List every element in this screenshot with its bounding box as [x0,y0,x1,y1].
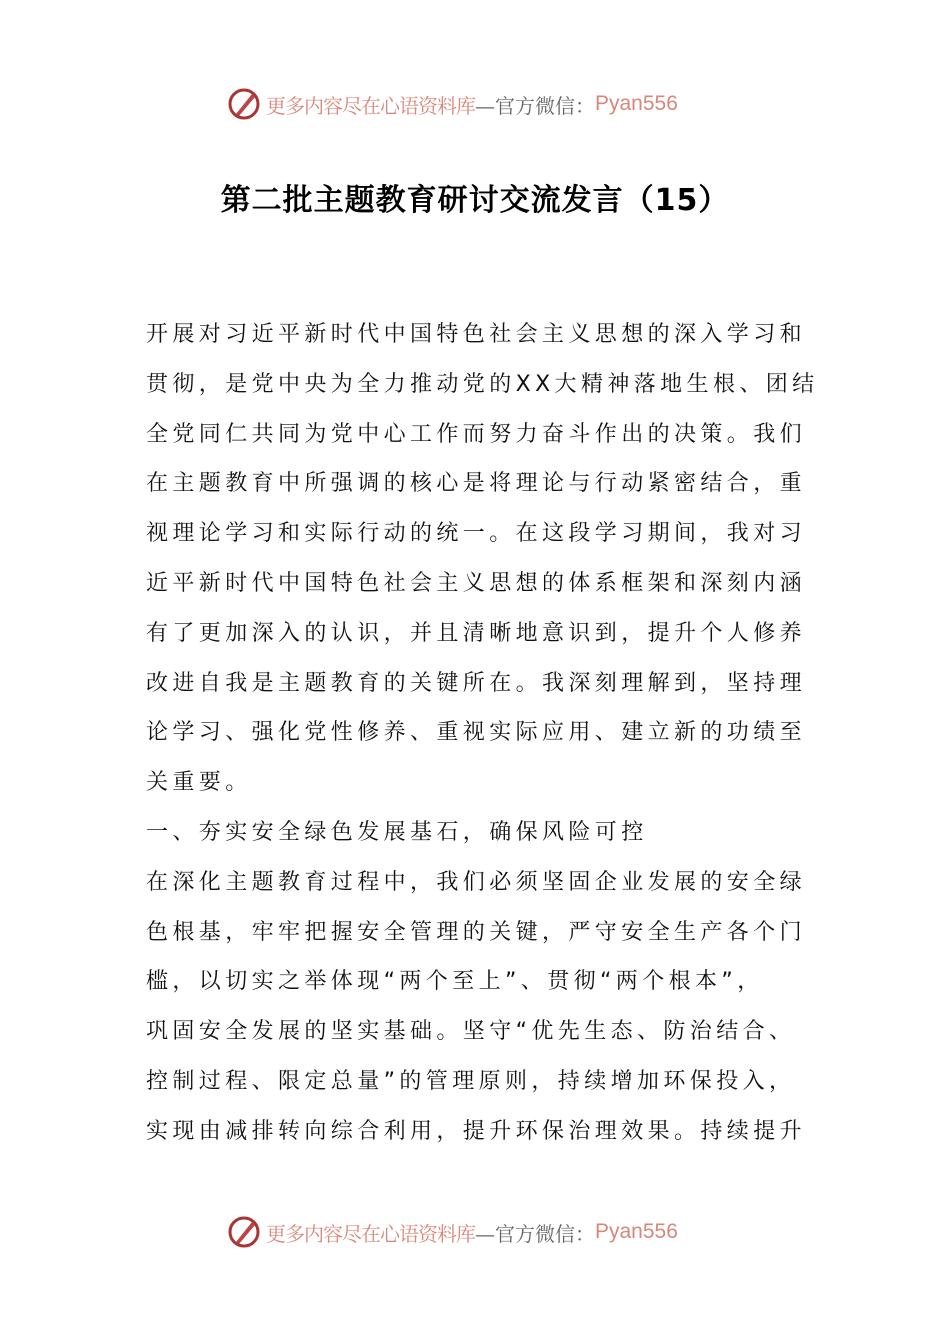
text-line: 槛，以切实之举体现“两个至上”、贯彻“两个根本”， [146,969,764,995]
text-line: 论学习、强化党性修养、重视实际应用、建立新的功绩至 [146,720,807,746]
text-line: 全党同仁共同为党中心工作而努力奋斗作出的决策。我们 [146,421,807,447]
pen-logo-icon [226,1214,262,1250]
pen-logo-icon [226,86,262,122]
text-line: 开展对习近平新时代中国特色社会主义思想的深入学习和 [146,322,807,347]
text-line: 控制过程、限定总量”的管理原则，持续增加环保投入， [146,1069,796,1094]
text-line: 实现由减排转向综合利用，提升环保治理效果。持续提升 [146,1118,807,1144]
text-line: 在主题教育中所强调的核心是将理论与行动紧密结合，重 [146,471,807,497]
header-watermark [226,84,726,124]
watermark-wechat-label: —官方微信： [475,93,595,118]
text-line: 贯彻，是党中央为全力推动党的XX大精神落地生根、团结 [146,371,819,397]
watermark-text: 更多内容尽在心语资料库 [266,93,475,118]
watermark-wechat-id: Pyan556 [595,92,678,115]
text-line: 关重要。 [146,770,252,796]
watermark-text: 更多内容尽在心语资料库 [266,1221,475,1246]
text-line: 有了更加深入的认识，并且清晰地意识到，提升个人修养 [146,620,807,646]
section-heading: 一、夯实安全绿色发展基石，确保风险可控 [146,820,648,845]
watermark-wechat-label: —官方微信： [475,1221,595,1246]
text-line: 巩固安全发展的坚实基础。坚守“优先生态、防治结合、 [146,1019,796,1045]
text-line: 近平新时代中国特色社会主义思想的体系框架和深刻内涵 [146,571,807,596]
page-title: 第二批主题教育研讨交流发言（15） [220,183,730,218]
text-line: 色根基，牢牢把握安全管理的关键，严守安全生产各个门 [146,919,807,945]
watermark-wechat-id: Pyan556 [595,1220,678,1243]
text-line: 在深化主题教育过程中，我们必须坚固企业发展的安全绿 [146,869,807,895]
footer-watermark [226,1212,726,1252]
text-line: 改进自我是主题教育的关键所在。我深刻理解到，坚持理 [146,670,807,696]
text-line: 视理论学习和实际行动的统一。在这段学习期间，我对习 [146,521,807,547]
